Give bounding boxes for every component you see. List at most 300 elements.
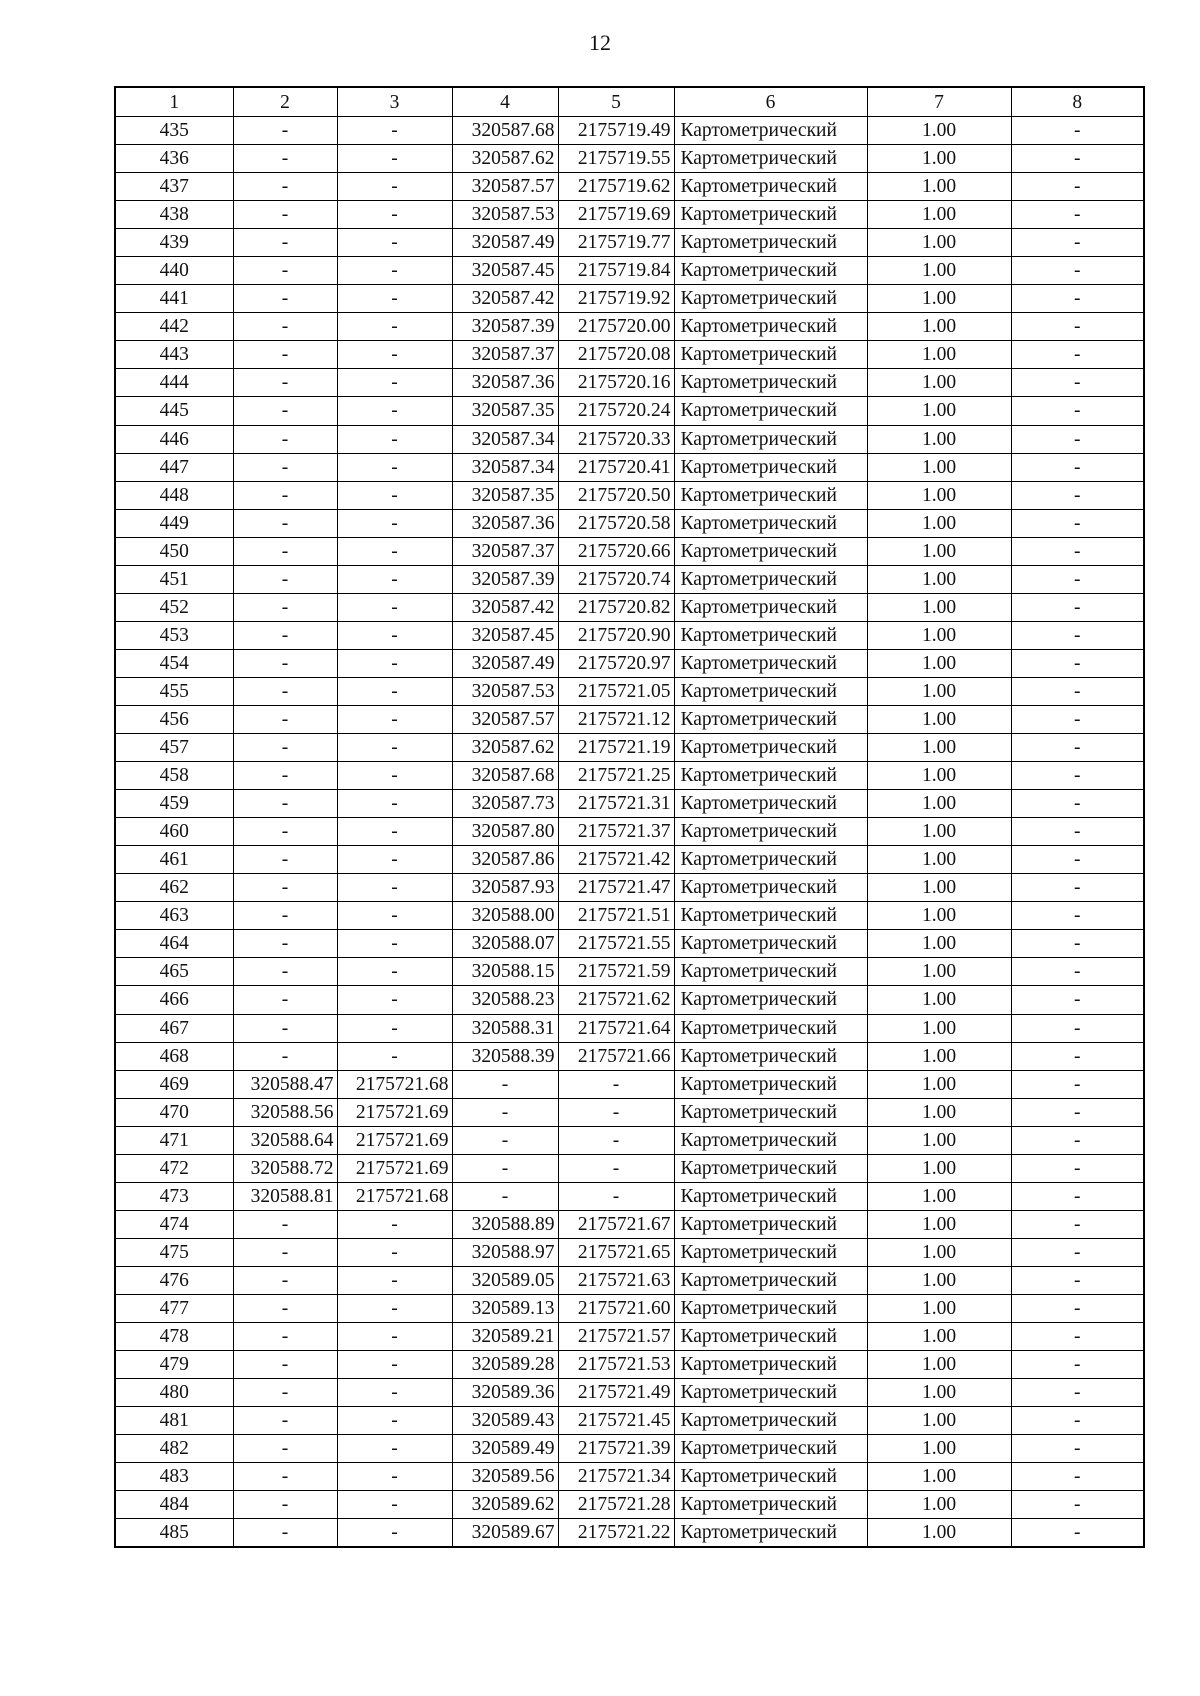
cell-old-y: - — [337, 173, 452, 201]
table-row — [115, 453, 1144, 481]
cell-description: - — [1011, 145, 1144, 173]
cell-description: - — [1011, 1435, 1144, 1463]
cell-old-y: - — [337, 1014, 452, 1042]
cell-method: Картометрический — [674, 1491, 867, 1519]
cell-new-y: - — [558, 1182, 674, 1210]
cell-new-y: 2175721.49 — [558, 1379, 674, 1407]
cell-accuracy: 1.00 — [867, 1154, 1011, 1182]
cell-point-number: 473 — [115, 1182, 233, 1210]
cell-new-x: 320587.36 — [452, 509, 558, 537]
cell-new-x: 320589.21 — [452, 1323, 558, 1351]
cell-new-x: 320587.45 — [452, 257, 558, 285]
cell-description: - — [1011, 481, 1144, 509]
cell-new-y: 2175720.97 — [558, 649, 674, 677]
cell-new-x: - — [452, 1126, 558, 1154]
cell-point-number: 479 — [115, 1351, 233, 1379]
cell-point-number: 447 — [115, 453, 233, 481]
cell-old-y: - — [337, 1463, 452, 1491]
cell-new-x: 320587.62 — [452, 734, 558, 762]
cell-description: - — [1011, 986, 1144, 1014]
cell-new-y: 2175721.12 — [558, 705, 674, 733]
table-row — [115, 145, 1144, 173]
table-row — [115, 1407, 1144, 1435]
cell-old-y: - — [337, 481, 452, 509]
cell-description: - — [1011, 1379, 1144, 1407]
cell-new-x: 320587.39 — [452, 565, 558, 593]
cell-accuracy: 1.00 — [867, 593, 1011, 621]
cell-old-x: - — [233, 229, 337, 257]
cell-new-x: 320587.34 — [452, 425, 558, 453]
cell-accuracy: 1.00 — [867, 677, 1011, 705]
cell-description: - — [1011, 1070, 1144, 1098]
cell-method: Картометрический — [674, 1154, 867, 1182]
column-header-8: 8 — [1011, 87, 1144, 117]
cell-new-y: 2175720.58 — [558, 509, 674, 537]
table-row — [115, 1519, 1144, 1548]
cell-accuracy: 1.00 — [867, 1042, 1011, 1070]
cell-accuracy: 1.00 — [867, 762, 1011, 790]
cell-old-x: - — [233, 677, 337, 705]
table-row — [115, 1323, 1144, 1351]
cell-point-number: 439 — [115, 229, 233, 257]
cell-description: - — [1011, 313, 1144, 341]
cell-old-y: - — [337, 1407, 452, 1435]
cell-accuracy: 1.00 — [867, 481, 1011, 509]
table-row — [115, 565, 1144, 593]
cell-old-x: - — [233, 930, 337, 958]
cell-old-x: - — [233, 145, 337, 173]
cell-point-number: 462 — [115, 874, 233, 902]
cell-new-y: 2175719.77 — [558, 229, 674, 257]
cell-new-y: 2175721.37 — [558, 818, 674, 846]
cell-point-number: 467 — [115, 1014, 233, 1042]
cell-description: - — [1011, 1294, 1144, 1322]
table-row — [115, 958, 1144, 986]
column-header-4: 4 — [452, 87, 558, 117]
cell-old-x: - — [233, 565, 337, 593]
table-row — [115, 1126, 1144, 1154]
cell-old-x: - — [233, 649, 337, 677]
cell-description: - — [1011, 734, 1144, 762]
cell-new-x: 320588.15 — [452, 958, 558, 986]
cell-point-number: 458 — [115, 762, 233, 790]
table-row — [115, 762, 1144, 790]
cell-new-x: 320587.49 — [452, 649, 558, 677]
cell-method: Картометрический — [674, 537, 867, 565]
cell-description: - — [1011, 285, 1144, 313]
cell-method: Картометрический — [674, 1323, 867, 1351]
cell-old-y: - — [337, 257, 452, 285]
column-header-3: 3 — [337, 87, 452, 117]
cell-description: - — [1011, 818, 1144, 846]
cell-method: Картометрический — [674, 285, 867, 313]
cell-new-y: - — [558, 1154, 674, 1182]
cell-description: - — [1011, 369, 1144, 397]
cell-accuracy: 1.00 — [867, 1519, 1011, 1548]
cell-old-y: - — [337, 1351, 452, 1379]
cell-new-x: 320587.93 — [452, 874, 558, 902]
cell-new-x: 320587.49 — [452, 229, 558, 257]
cell-old-y: 2175721.68 — [337, 1182, 452, 1210]
cell-old-x: - — [233, 1266, 337, 1294]
cell-method: Картометрический — [674, 986, 867, 1014]
cell-new-y: 2175720.82 — [558, 593, 674, 621]
cell-method: Картометрический — [674, 1266, 867, 1294]
cell-new-y: 2175721.22 — [558, 1519, 674, 1548]
cell-old-x: - — [233, 958, 337, 986]
cell-new-x: 320587.42 — [452, 285, 558, 313]
cell-new-x: 320588.00 — [452, 902, 558, 930]
cell-old-x: - — [233, 1491, 337, 1519]
cell-accuracy: 1.00 — [867, 1126, 1011, 1154]
cell-method: Картометрический — [674, 257, 867, 285]
cell-old-y: - — [337, 509, 452, 537]
cell-accuracy: 1.00 — [867, 649, 1011, 677]
cell-old-x: - — [233, 1294, 337, 1322]
cell-description: - — [1011, 930, 1144, 958]
cell-old-x: - — [233, 1323, 337, 1351]
cell-method: Картометрический — [674, 397, 867, 425]
cell-old-x: - — [233, 509, 337, 537]
cell-old-y: - — [337, 734, 452, 762]
cell-old-y: - — [337, 229, 452, 257]
cell-old-y: 2175721.69 — [337, 1126, 452, 1154]
cell-old-y: - — [337, 986, 452, 1014]
cell-old-x: - — [233, 986, 337, 1014]
cell-new-x: - — [452, 1182, 558, 1210]
cell-new-y: 2175721.62 — [558, 986, 674, 1014]
cell-old-y: - — [337, 874, 452, 902]
cell-old-y: - — [337, 649, 452, 677]
table-header-row — [115, 87, 1144, 117]
table-row — [115, 986, 1144, 1014]
cell-method: Картометрический — [674, 201, 867, 229]
cell-new-y: 2175721.55 — [558, 930, 674, 958]
cell-method: Картометрический — [674, 229, 867, 257]
cell-method: Картометрический — [674, 1407, 867, 1435]
cell-new-x: 320587.37 — [452, 341, 558, 369]
cell-point-number: 475 — [115, 1238, 233, 1266]
cell-new-x: 320588.23 — [452, 986, 558, 1014]
cell-accuracy: 1.00 — [867, 1463, 1011, 1491]
cell-new-y: - — [558, 1070, 674, 1098]
cell-old-x: - — [233, 285, 337, 313]
cell-method: Картометрический — [674, 341, 867, 369]
cell-new-x: 320587.57 — [452, 173, 558, 201]
cell-point-number: 452 — [115, 593, 233, 621]
cell-new-x: 320587.42 — [452, 593, 558, 621]
cell-new-x: 320587.80 — [452, 818, 558, 846]
cell-method: Картометрический — [674, 565, 867, 593]
table-row — [115, 1379, 1144, 1407]
cell-description: - — [1011, 677, 1144, 705]
cell-accuracy: 1.00 — [867, 1238, 1011, 1266]
cell-new-y: 2175721.59 — [558, 958, 674, 986]
table-row — [115, 425, 1144, 453]
cell-new-y: 2175719.84 — [558, 257, 674, 285]
cell-new-y: 2175721.67 — [558, 1210, 674, 1238]
cell-old-x: - — [233, 537, 337, 565]
table-row — [115, 790, 1144, 818]
cell-old-y: - — [337, 930, 452, 958]
cell-point-number: 478 — [115, 1323, 233, 1351]
cell-new-x: 320587.68 — [452, 117, 558, 145]
cell-accuracy: 1.00 — [867, 1070, 1011, 1098]
cell-point-number: 466 — [115, 986, 233, 1014]
table-row — [115, 173, 1144, 201]
cell-method: Картометрический — [674, 117, 867, 145]
cell-new-y: 2175719.69 — [558, 201, 674, 229]
cell-new-y: 2175721.42 — [558, 846, 674, 874]
cell-accuracy: 1.00 — [867, 1266, 1011, 1294]
cell-method: Картометрический — [674, 1210, 867, 1238]
cell-new-x: 320589.13 — [452, 1294, 558, 1322]
table-row — [115, 1098, 1144, 1126]
cell-method: Картометрический — [674, 1042, 867, 1070]
cell-new-y: - — [558, 1126, 674, 1154]
cell-accuracy: 1.00 — [867, 201, 1011, 229]
cell-description: - — [1011, 453, 1144, 481]
cell-description: - — [1011, 1238, 1144, 1266]
table-row — [115, 621, 1144, 649]
cell-new-x: 320587.73 — [452, 790, 558, 818]
cell-old-x: - — [233, 173, 337, 201]
cell-method: Картометрический — [674, 1519, 867, 1548]
cell-old-y: 2175721.69 — [337, 1154, 452, 1182]
cell-description: - — [1011, 1323, 1144, 1351]
table-row — [115, 705, 1144, 733]
cell-point-number: 441 — [115, 285, 233, 313]
cell-old-x: - — [233, 1435, 337, 1463]
cell-new-x: 320589.49 — [452, 1435, 558, 1463]
cell-accuracy: 1.00 — [867, 1379, 1011, 1407]
cell-method: Картометрический — [674, 173, 867, 201]
cell-method: Картометрический — [674, 1070, 867, 1098]
cell-new-y: 2175721.57 — [558, 1323, 674, 1351]
cell-accuracy: 1.00 — [867, 986, 1011, 1014]
cell-description: - — [1011, 1463, 1144, 1491]
cell-point-number: 455 — [115, 677, 233, 705]
cell-description: - — [1011, 229, 1144, 257]
cell-accuracy: 1.00 — [867, 229, 1011, 257]
cell-description: - — [1011, 705, 1144, 733]
cell-new-y: 2175721.25 — [558, 762, 674, 790]
table-row — [115, 818, 1144, 846]
cell-old-x: - — [233, 705, 337, 733]
cell-old-x: - — [233, 1210, 337, 1238]
cell-old-y: - — [337, 537, 452, 565]
cell-point-number: 482 — [115, 1435, 233, 1463]
cell-old-x: 320588.72 — [233, 1154, 337, 1182]
cell-accuracy: 1.00 — [867, 902, 1011, 930]
cell-accuracy: 1.00 — [867, 369, 1011, 397]
cell-new-y: 2175721.65 — [558, 1238, 674, 1266]
cell-old-x: - — [233, 734, 337, 762]
table-row — [115, 201, 1144, 229]
table-row — [115, 397, 1144, 425]
cell-old-y: - — [337, 790, 452, 818]
cell-old-y: - — [337, 341, 452, 369]
cell-old-x: - — [233, 481, 337, 509]
cell-method: Картометрический — [674, 1463, 867, 1491]
cell-accuracy: 1.00 — [867, 1098, 1011, 1126]
cell-description: - — [1011, 425, 1144, 453]
cell-point-number: 481 — [115, 1407, 233, 1435]
cell-new-y: 2175721.39 — [558, 1435, 674, 1463]
cell-old-x: - — [233, 369, 337, 397]
cell-method: Картометрический — [674, 621, 867, 649]
cell-old-y: 2175721.68 — [337, 1070, 452, 1098]
cell-old-x: - — [233, 117, 337, 145]
cell-point-number: 477 — [115, 1294, 233, 1322]
cell-point-number: 454 — [115, 649, 233, 677]
cell-description: - — [1011, 1098, 1144, 1126]
cell-method: Картометрический — [674, 1379, 867, 1407]
cell-accuracy: 1.00 — [867, 818, 1011, 846]
cell-description: - — [1011, 565, 1144, 593]
cell-old-y: - — [337, 593, 452, 621]
cell-old-y: - — [337, 762, 452, 790]
cell-method: Картометрический — [674, 593, 867, 621]
cell-old-y: - — [337, 565, 452, 593]
cell-old-x: 320588.47 — [233, 1070, 337, 1098]
cell-old-y: - — [337, 705, 452, 733]
cell-point-number: 474 — [115, 1210, 233, 1238]
cell-old-x: - — [233, 201, 337, 229]
cell-description: - — [1011, 1126, 1144, 1154]
cell-new-y: 2175720.50 — [558, 481, 674, 509]
cell-method: Картометрический — [674, 1126, 867, 1154]
table-row — [115, 1154, 1144, 1182]
cell-point-number: 450 — [115, 537, 233, 565]
cell-method: Картометрический — [674, 790, 867, 818]
cell-new-x: 320589.62 — [452, 1491, 558, 1519]
cell-new-x: 320589.56 — [452, 1463, 558, 1491]
cell-method: Картометрический — [674, 1014, 867, 1042]
cell-point-number: 437 — [115, 173, 233, 201]
table-row — [115, 902, 1144, 930]
cell-new-y: 2175720.08 — [558, 341, 674, 369]
cell-new-x: 320587.35 — [452, 397, 558, 425]
cell-new-x: 320589.36 — [452, 1379, 558, 1407]
cell-description: - — [1011, 1210, 1144, 1238]
cell-description: - — [1011, 1351, 1144, 1379]
cell-accuracy: 1.00 — [867, 621, 1011, 649]
cell-point-number: 456 — [115, 705, 233, 733]
cell-old-y: - — [337, 369, 452, 397]
cell-method: Картометрический — [674, 677, 867, 705]
cell-description: - — [1011, 649, 1144, 677]
cell-old-y: 2175721.69 — [337, 1098, 452, 1126]
cell-method: Картометрический — [674, 649, 867, 677]
cell-description: - — [1011, 1519, 1144, 1548]
cell-method: Картометрический — [674, 313, 867, 341]
cell-new-y: 2175721.45 — [558, 1407, 674, 1435]
cell-point-number: 440 — [115, 257, 233, 285]
cell-method: Картометрический — [674, 1435, 867, 1463]
table-body — [115, 87, 1144, 1547]
cell-new-y: 2175721.51 — [558, 902, 674, 930]
cell-description: - — [1011, 1154, 1144, 1182]
cell-method: Картометрический — [674, 958, 867, 986]
cell-old-y: - — [337, 621, 452, 649]
cell-old-x: - — [233, 621, 337, 649]
page-number: 12 — [589, 30, 611, 55]
cell-old-y: - — [337, 846, 452, 874]
cell-old-x: - — [233, 1379, 337, 1407]
cell-old-y: - — [337, 677, 452, 705]
cell-old-x: 320588.81 — [233, 1182, 337, 1210]
cell-new-x: 320587.45 — [452, 621, 558, 649]
cell-old-x: - — [233, 1463, 337, 1491]
cell-description: - — [1011, 593, 1144, 621]
table-row — [115, 537, 1144, 565]
cell-new-y: 2175721.31 — [558, 790, 674, 818]
cell-accuracy: 1.00 — [867, 341, 1011, 369]
cell-method: Картометрический — [674, 481, 867, 509]
cell-accuracy: 1.00 — [867, 1014, 1011, 1042]
cell-description: - — [1011, 1491, 1144, 1519]
cell-point-number: 449 — [115, 509, 233, 537]
table-row — [115, 1238, 1144, 1266]
table-row — [115, 1266, 1144, 1294]
cell-old-y: - — [337, 117, 452, 145]
column-header-5: 5 — [558, 87, 674, 117]
cell-accuracy: 1.00 — [867, 117, 1011, 145]
cell-old-x: - — [233, 1407, 337, 1435]
cell-description: - — [1011, 1014, 1144, 1042]
cell-new-x: 320587.53 — [452, 677, 558, 705]
cell-new-x: 320588.89 — [452, 1210, 558, 1238]
cell-new-y: 2175720.16 — [558, 369, 674, 397]
cell-point-number: 448 — [115, 481, 233, 509]
cell-description: - — [1011, 1182, 1144, 1210]
cell-accuracy: 1.00 — [867, 1407, 1011, 1435]
cell-point-number: 464 — [115, 930, 233, 958]
cell-method: Картометрический — [674, 1182, 867, 1210]
cell-description: - — [1011, 257, 1144, 285]
cell-point-number: 438 — [115, 201, 233, 229]
cell-accuracy: 1.00 — [867, 565, 1011, 593]
cell-accuracy: 1.00 — [867, 790, 1011, 818]
cell-accuracy: 1.00 — [867, 537, 1011, 565]
cell-point-number: 471 — [115, 1126, 233, 1154]
cell-old-x: - — [233, 1014, 337, 1042]
cell-new-x: 320588.39 — [452, 1042, 558, 1070]
cell-old-x: - — [233, 341, 337, 369]
cell-accuracy: 1.00 — [867, 1435, 1011, 1463]
cell-accuracy: 1.00 — [867, 453, 1011, 481]
cell-point-number: 468 — [115, 1042, 233, 1070]
cell-new-y: 2175721.47 — [558, 874, 674, 902]
cell-old-x: - — [233, 790, 337, 818]
column-header-1: 1 — [115, 87, 233, 117]
cell-new-y: 2175721.63 — [558, 1266, 674, 1294]
table-row — [115, 481, 1144, 509]
cell-new-x: 320588.31 — [452, 1014, 558, 1042]
cell-new-x: 320587.53 — [452, 201, 558, 229]
cell-description: - — [1011, 762, 1144, 790]
cell-description: - — [1011, 173, 1144, 201]
table-row — [115, 1182, 1144, 1210]
cell-accuracy: 1.00 — [867, 285, 1011, 313]
cell-accuracy: 1.00 — [867, 705, 1011, 733]
table-row — [115, 930, 1144, 958]
cell-old-y: - — [337, 201, 452, 229]
table-row — [115, 257, 1144, 285]
cell-point-number: 484 — [115, 1491, 233, 1519]
cell-description: - — [1011, 902, 1144, 930]
